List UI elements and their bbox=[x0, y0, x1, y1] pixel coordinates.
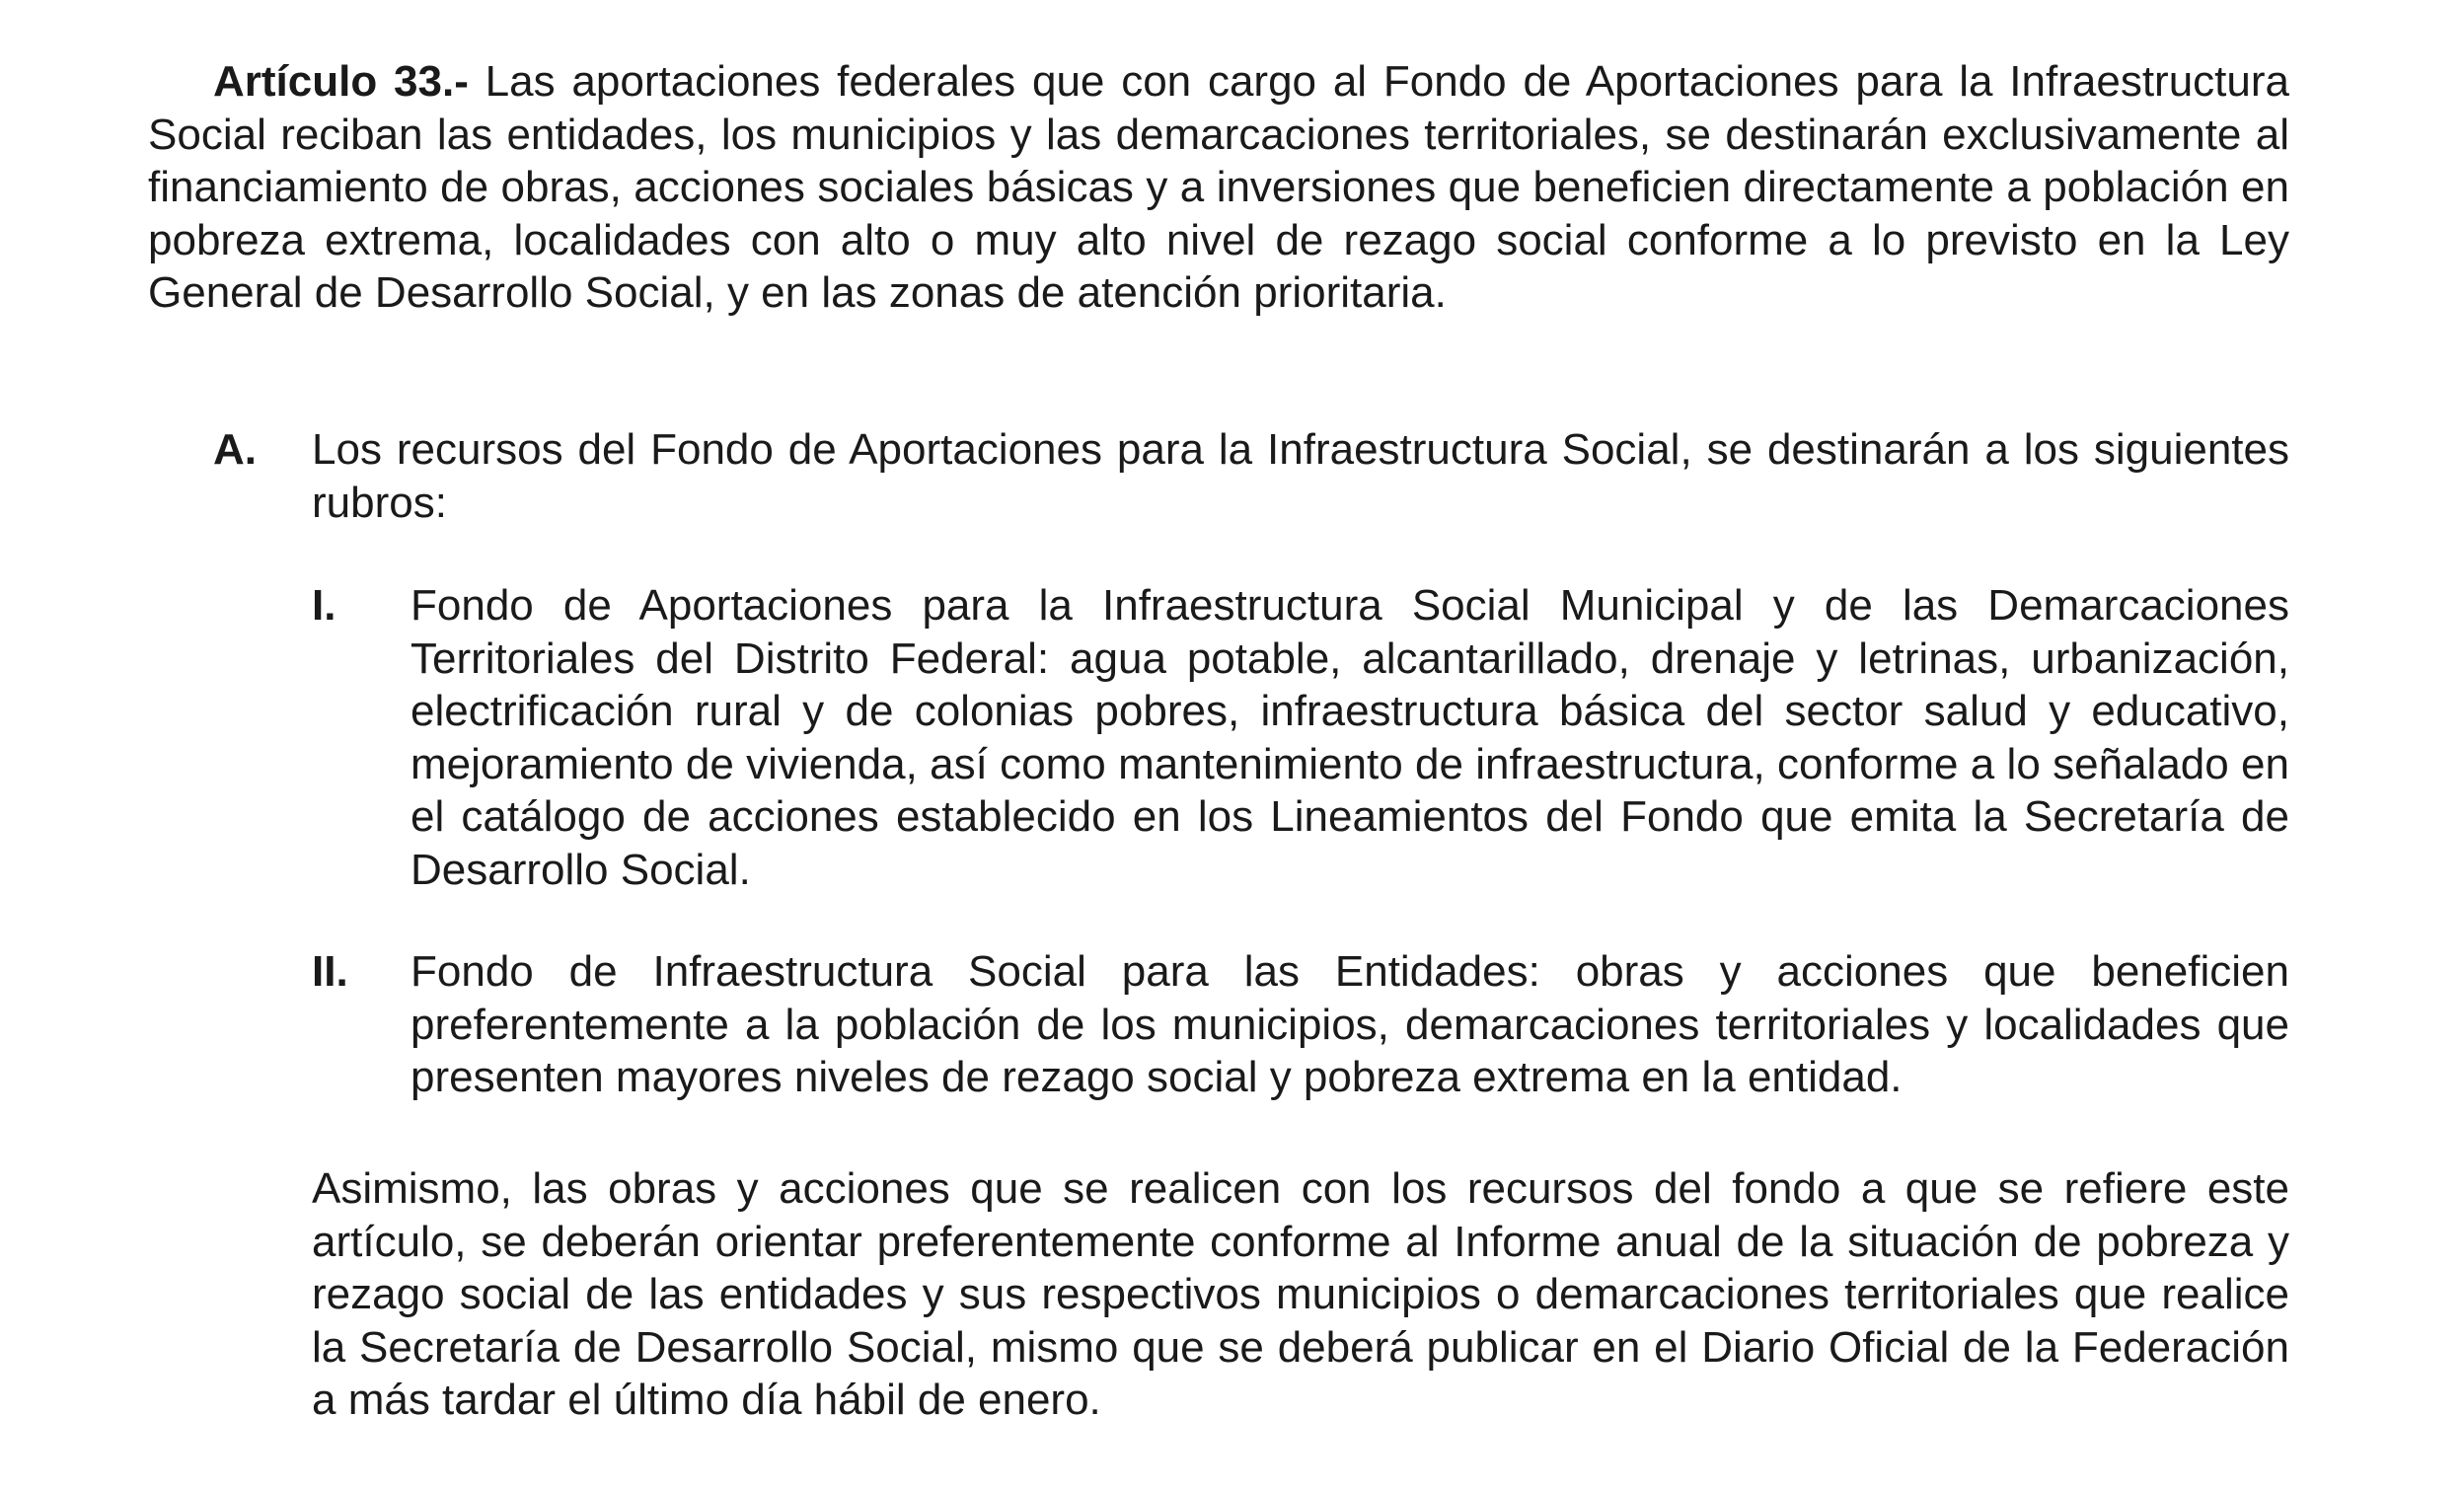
article-33-intro bbox=[148, 55, 2289, 320]
item-i-label: I. bbox=[312, 581, 336, 630]
item-ii-label: II. bbox=[312, 947, 348, 996]
section-a-label: A. bbox=[213, 425, 257, 474]
item-ii-text: Fondo de Infraestructura Social para las Entidades: obras y acciones que beneficien preferentemente a la población de los municipios, demarcaciones territoriales y localidades que presenten mayores niveles de rezago social y pobreza extrema en la entidad. bbox=[411, 947, 2289, 1101]
article-intro-text: Las aportaciones federales que con cargo al Fondo de Aportaciones para la Infraestructura Social reciban las entidades, los municipios y las demarcaciones territoriales, se destinarán exclusivamente al financiamiento de obras, acciones sociales básicas y a inversiones que beneficien directamente a población en pobreza extrema, localidades con alto o muy alto nivel de rezago social conforme a lo previsto en la Ley General de Desarrollo Social, y en las zonas de atención prioritaria. bbox=[148, 57, 2289, 317]
article-heading: Artículo 33.- bbox=[213, 57, 469, 106]
item-i-text: Fondo de Aportaciones para la Infraestructura Social Municipal y de las Demarcaciones Territoriales del Distrito Federal: agua potable, alcantarillado, drenaje y letrinas, urbanización, electrificación rural y de colonias pobres, infraestructura básica del sector salud y educativo, mejoramiento de vivienda, así como mantenimiento de infraestructura, conforme a lo señalado en el catálogo de acciones establecido en los Lineamientos del Fondo que emita la Secretaría de Desarrollo Social. bbox=[411, 581, 2289, 894]
closing-paragraph: Asimismo, las obras y acciones que se realicen con los recursos del fondo a que se refiere este artículo, se deberán orientar preferentemente conforme al Informe anual de la situación de pobreza y rezago social de las entidades y sus respectivos municipios o demarcaciones territoriales que realice la Secretaría de Desarrollo Social, mismo que se deberá publicar en el Diario Oficial de la Federación a más tardar el último día hábil de enero. bbox=[312, 1164, 2289, 1424]
section-a-text: Los recursos del Fondo de Aportaciones para la Infraestructura Social, se destinarán a los siguientes rubros: bbox=[312, 425, 2289, 527]
